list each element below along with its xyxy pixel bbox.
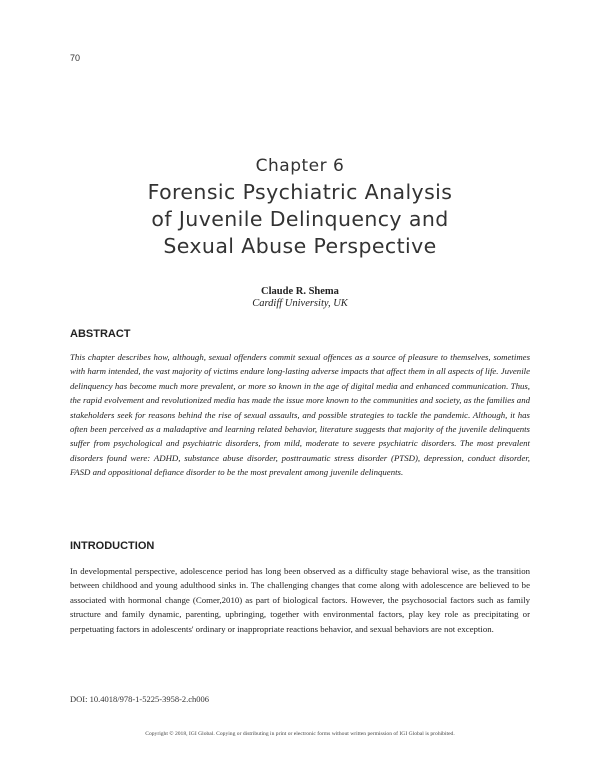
author-affiliation: Cardiff University, UK xyxy=(252,298,348,309)
chapter-title xyxy=(80,179,520,260)
chapter-title-line-3: Sexual Abuse Perspective xyxy=(163,234,437,258)
doi: DOI: 10.4018/978-1-5225-3958-2.ch006 xyxy=(70,694,210,704)
chapter-label: Chapter 6 xyxy=(255,156,345,176)
author-name: Claude R. Shema xyxy=(261,286,339,297)
copyright-notice: Copyright © 2018, IGI Global. Copying or distributing in print or electronic forms without written permission of IGI Global is prohibited. xyxy=(145,731,455,737)
chapter-title-line-1: Forensic Psychiatric Analysis xyxy=(147,180,453,204)
chapter-title-line-2: of Juvenile Delinquency and xyxy=(151,207,449,231)
page-number: 70 xyxy=(70,53,81,63)
abstract-heading: ABSTRACT xyxy=(70,328,131,340)
introduction-heading: INTRODUCTION xyxy=(70,540,155,552)
abstract-text: This chapter describes how, although, sexual offenders commit sexual offences as a source of pleasure to themselves, sometimes with harm intended, the vast majority of victims endure long-lasting adverse impacts that affect them in all aspects of life. Juvenile delinquency has become much more prevalent, or more so known in the age of digital media and enhanced communication. Thus, the rapid evolvement and revolutionized media has made the issue more known to the communities and society, as the families and stakeholders seek for reasons behind the rise of sexual assaults, and possible strategies to tackle the pandemic. Although, it has often been perceived as a maladaptive and learning related behavior, literature suggests that majority of the juvenile delinquents suffer from psychological and psychiatric disorders, from mild, moderate to severe psychiatric disorders. The most prevalent disorders found were: ADHD, substance abuse disorder, posttraumatic stress disorder (PTSD), depression, conduct disorder, FASD and oppositional defiance disorder to be the most prevalent among juvenile delinquents. xyxy=(70,352,530,478)
introduction-text: In developmental perspective, adolescence period has long been observed as a difficulty stage behavioral wise, as the transition between childhood and young adulthood sinks in. The challenging changes that come along with adolescence are believed to be associated with hormonal change (Comer,2010) as part of biological factors. However, the psychosocial factors such as family structure and family dynamic, parenting, upbringing, together with environmental factors, play key role as precipitating or perpetuating factors in adolescents' ordinary or inappropriate reactions behavior, and sexual behaviors are not exception. xyxy=(70,566,530,634)
